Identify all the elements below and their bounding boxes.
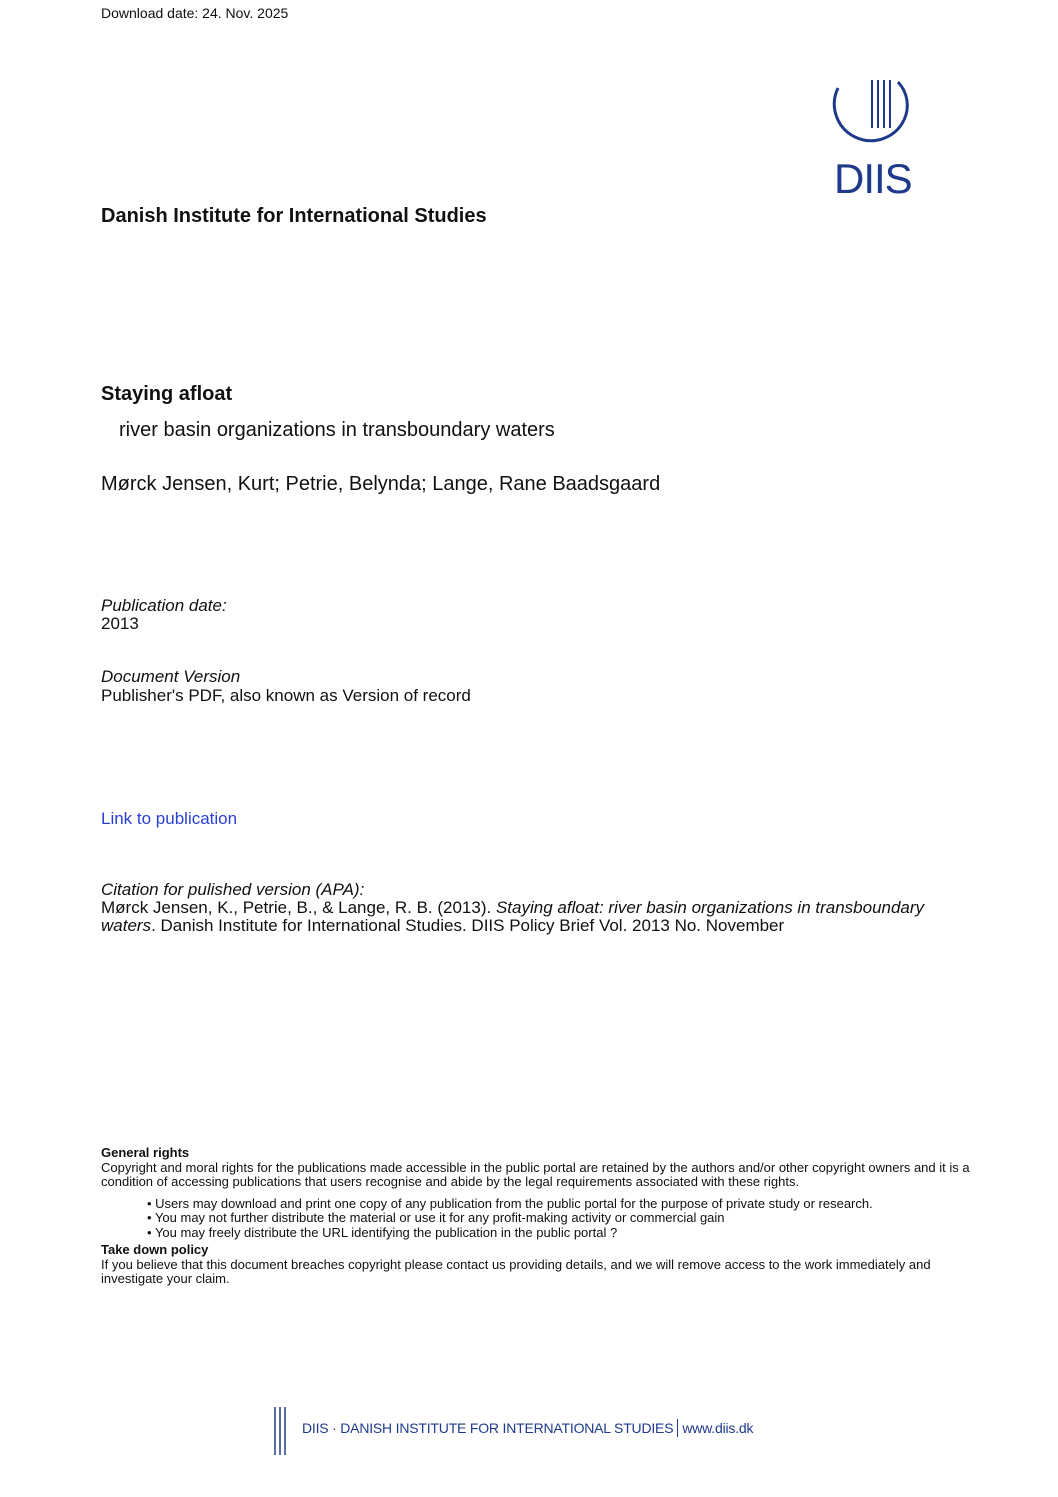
footer-url[interactable]: www.diis.dk — [682, 1420, 754, 1436]
citation-title: Staying afloat: river basin organizations in transboundary waters — [101, 898, 925, 935]
general-rights-heading: General rights — [101, 1145, 190, 1160]
diis-logo-icon — [832, 78, 914, 156]
document-version-label: Document Version — [101, 667, 241, 686]
rights-list-item: • You may freely distribute the URL identifying the publication in the public portal ? — [147, 1226, 991, 1241]
general-rights-text: Copyright and moral rights for the publications made accessible in the public portal are retained by the authors and/or other copyright owners and it is a condition of accessing publications that users recognise and abide by the legal requirements associated with these rights. — [101, 1159, 970, 1189]
publication-authors: Mørck Jensen, Kurt; Petrie, Belynda; Lange, Rane Baadsgaard — [101, 473, 661, 495]
footer-separator — [677, 1419, 678, 1437]
takedown-heading: Take down policy — [101, 1242, 209, 1257]
publication-title: Staying afloat — [101, 383, 233, 405]
rights-section — [101, 1146, 991, 1287]
takedown-text: If you believe that this document breaches copyright please contact us providing details, and we will remove access to the work immediately and investigate your claim. — [101, 1256, 931, 1286]
publication-date: 2013 — [101, 614, 139, 633]
rights-list-item: • You may not further distribute the material or use it for any profit-making activity or commercial gain — [147, 1211, 991, 1226]
footer — [272, 1407, 792, 1455]
publication-date-label: Publication date: — [101, 596, 227, 615]
rights-list — [101, 1197, 991, 1241]
institution-name: Danish Institute for International Studies — [101, 205, 487, 227]
link-to-publication[interactable]: Link to publication — [101, 809, 238, 828]
document-version: Publisher's PDF, also known as Version of record — [101, 686, 471, 705]
citation-suffix: . Danish Institute for International Studies. DIIS Policy Brief Vol. 2013 No. November — [151, 916, 785, 935]
rights-list-item: • Users may download and print one copy of any publication from the public portal for the purpose of private study or research. — [147, 1197, 991, 1212]
download-date: Download date: 24. Nov. 2025 — [101, 5, 289, 21]
logo-text: DIIS — [834, 155, 912, 202]
citation-prefix: Mørck Jensen, K., Petrie, B., & Lange, R. B. (2013). — [101, 898, 492, 917]
diis-bars-icon — [272, 1407, 292, 1455]
footer-institution: DIIS · DANISH INSTITUTE FOR INTERNATIONAL STUDIES — [302, 1420, 674, 1436]
publication-subtitle: river basin organizations in transboundary waters — [119, 419, 555, 441]
citation-label: Citation for pulished version (APA): — [101, 880, 365, 899]
citation-text — [101, 899, 981, 935]
footer-text — [302, 1419, 753, 1437]
diis-logo — [832, 78, 914, 202]
